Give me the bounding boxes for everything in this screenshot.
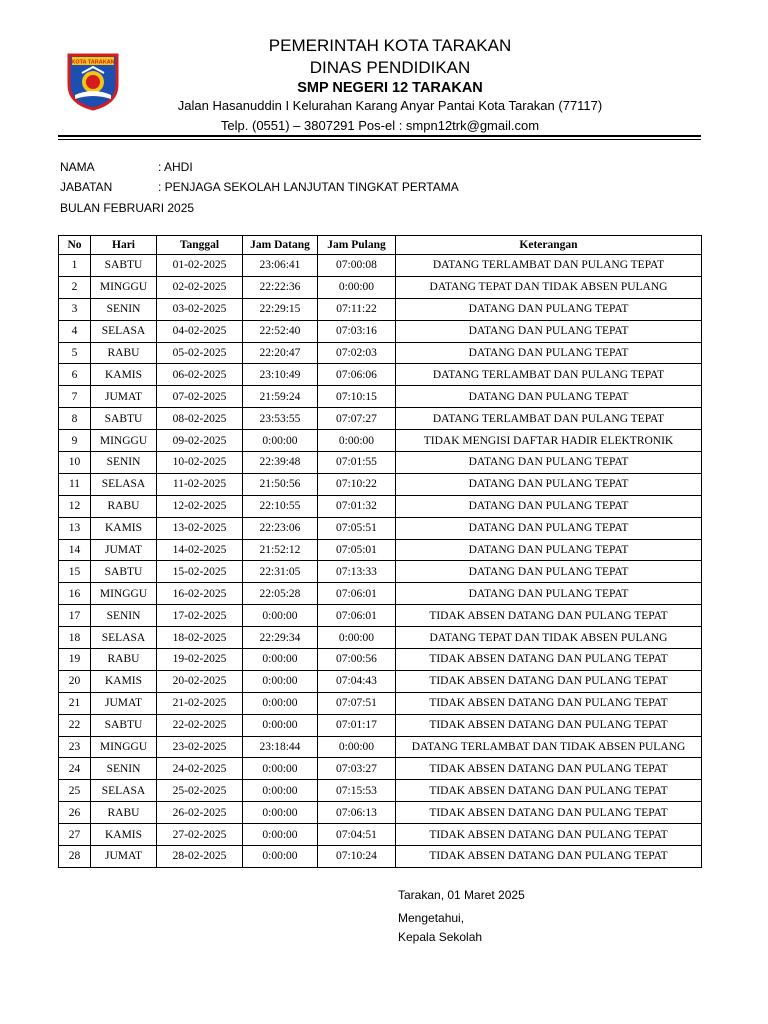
cell-no: 24 [59, 758, 91, 780]
cell-departure-time: 07:00:56 [318, 649, 396, 671]
cell-arrival-time: 22:52:40 [243, 320, 318, 342]
cell-no: 20 [59, 670, 91, 692]
column-header-arrival-time: Jam Datang [243, 236, 318, 255]
signature-role: Kepala Sekolah [398, 930, 483, 944]
table-row [59, 539, 702, 561]
cell-date: 03-02-2025 [157, 298, 243, 320]
cell-arrival-time: 23:18:44 [243, 736, 318, 758]
cell-departure-time: 0:00:00 [318, 736, 396, 758]
cell-arrival-time: 0:00:00 [243, 430, 318, 452]
cell-arrival-time: 23:06:41 [243, 255, 318, 277]
column-header-remarks: Keterangan [396, 236, 702, 255]
table-row [59, 342, 702, 364]
cell-no: 17 [59, 605, 91, 627]
cell-arrival-time: 23:10:49 [243, 364, 318, 386]
table-row [59, 802, 702, 824]
cell-no: 14 [59, 539, 91, 561]
cell-departure-time: 07:06:01 [318, 605, 396, 627]
cell-no: 16 [59, 583, 91, 605]
cell-day: MINGGU [91, 276, 157, 298]
cell-arrival-time: 0:00:00 [243, 780, 318, 802]
cell-remarks: DATANG DAN PULANG TEPAT [396, 473, 702, 495]
table-row [59, 736, 702, 758]
table-row [59, 408, 702, 430]
cell-day: SENIN [91, 298, 157, 320]
cell-arrival-time: 22:31:05 [243, 561, 318, 583]
cell-remarks: DATANG DAN PULANG TEPAT [396, 320, 702, 342]
cell-remarks: DATANG TERLAMBAT DAN TIDAK ABSEN PULANG [396, 736, 702, 758]
cell-day: MINGGU [91, 583, 157, 605]
cell-departure-time: 07:06:13 [318, 802, 396, 824]
table-row [59, 649, 702, 671]
cell-remarks: TIDAK MENGISI DAFTAR HADIR ELEKTRONIK [396, 430, 702, 452]
cell-date: 24-02-2025 [157, 758, 243, 780]
school-address: Jalan Hasanuddin I Kelurahan Karang Anyar Pantai Kota Tarakan (77117) [177, 98, 603, 113]
cell-remarks: DATANG TERLAMBAT DAN PULANG TEPAT [396, 408, 702, 430]
table-row [59, 714, 702, 736]
cell-arrival-time: 23:53:55 [243, 408, 318, 430]
column-header-departure-time: Jam Pulang [318, 236, 396, 255]
cell-no: 19 [59, 649, 91, 671]
cell-no: 12 [59, 495, 91, 517]
name-label: NAMA [60, 160, 95, 174]
cell-arrival-time: 0:00:00 [243, 824, 318, 846]
cell-no: 1 [59, 255, 91, 277]
cell-arrival-time: 0:00:00 [243, 846, 318, 868]
cell-departure-time: 07:05:01 [318, 539, 396, 561]
cell-remarks: DATANG DAN PULANG TEPAT [396, 539, 702, 561]
position-label: JABATAN [60, 180, 113, 194]
cell-day: RABU [91, 802, 157, 824]
cell-day: KAMIS [91, 364, 157, 386]
table-row [59, 495, 702, 517]
cell-arrival-time: 22:29:34 [243, 627, 318, 649]
cell-departure-time: 07:01:55 [318, 452, 396, 474]
cell-departure-time: 07:02:03 [318, 342, 396, 364]
cell-no: 26 [59, 802, 91, 824]
cell-remarks: DATANG DAN PULANG TEPAT [396, 452, 702, 474]
cell-remarks: TIDAK ABSEN DATANG DAN PULANG TEPAT [396, 714, 702, 736]
cell-departure-time: 07:07:51 [318, 692, 396, 714]
table-row [59, 430, 702, 452]
cell-remarks: TIDAK ABSEN DATANG DAN PULANG TEPAT [396, 846, 702, 868]
cell-date: 14-02-2025 [157, 539, 243, 561]
cell-remarks: DATANG DAN PULANG TEPAT [396, 298, 702, 320]
cell-arrival-time: 22:10:55 [243, 495, 318, 517]
cell-arrival-time: 21:52:12 [243, 539, 318, 561]
cell-date: 06-02-2025 [157, 364, 243, 386]
column-header-no: No [59, 236, 91, 255]
cell-date: 01-02-2025 [157, 255, 243, 277]
cell-departure-time: 07:07:27 [318, 408, 396, 430]
cell-date: 21-02-2025 [157, 692, 243, 714]
cell-departure-time: 07:15:53 [318, 780, 396, 802]
table-row [59, 255, 702, 277]
table-row [59, 320, 702, 342]
cell-day: SENIN [91, 605, 157, 627]
cell-no: 18 [59, 627, 91, 649]
cell-departure-time: 07:05:51 [318, 517, 396, 539]
letterhead-divider-thin [58, 139, 701, 140]
cell-departure-time: 07:01:17 [318, 714, 396, 736]
cell-day: SELASA [91, 627, 157, 649]
signature-acknowledged: Mengetahui, [398, 911, 465, 925]
cell-remarks: TIDAK ABSEN DATANG DAN PULANG TEPAT [396, 824, 702, 846]
table-row [59, 758, 702, 780]
cell-departure-time: 0:00:00 [318, 430, 396, 452]
cell-no: 28 [59, 846, 91, 868]
cell-day: KAMIS [91, 517, 157, 539]
cell-date: 02-02-2025 [157, 276, 243, 298]
cell-remarks: DATANG DAN PULANG TEPAT [396, 517, 702, 539]
cell-no: 8 [59, 408, 91, 430]
cell-departure-time: 07:10:15 [318, 386, 396, 408]
table-row [59, 364, 702, 386]
cell-remarks: DATANG DAN PULANG TEPAT [396, 583, 702, 605]
cell-date: 16-02-2025 [157, 583, 243, 605]
cell-day: MINGGU [91, 430, 157, 452]
cell-day: KAMIS [91, 824, 157, 846]
cell-departure-time: 07:10:24 [318, 846, 396, 868]
cell-departure-time: 07:03:16 [318, 320, 396, 342]
cell-day: SENIN [91, 452, 157, 474]
cell-date: 10-02-2025 [157, 452, 243, 474]
cell-remarks: DATANG DAN PULANG TEPAT [396, 342, 702, 364]
table-row [59, 517, 702, 539]
cell-no: 15 [59, 561, 91, 583]
cell-remarks: DATANG DAN PULANG TEPAT [396, 561, 702, 583]
table-row [59, 276, 702, 298]
cell-date: 28-02-2025 [157, 846, 243, 868]
cell-date: 15-02-2025 [157, 561, 243, 583]
cell-day: JUMAT [91, 539, 157, 561]
cell-departure-time: 0:00:00 [318, 627, 396, 649]
cell-arrival-time: 0:00:00 [243, 802, 318, 824]
cell-departure-time: 07:04:51 [318, 824, 396, 846]
cell-date: 27-02-2025 [157, 824, 243, 846]
table-header-row [59, 236, 702, 255]
cell-no: 27 [59, 824, 91, 846]
attendance-table-body [59, 255, 702, 868]
cell-day: SELASA [91, 473, 157, 495]
table-row [59, 824, 702, 846]
cell-arrival-time: 22:29:15 [243, 298, 318, 320]
cell-no: 21 [59, 692, 91, 714]
cell-day: SABTU [91, 714, 157, 736]
cell-remarks: TIDAK ABSEN DATANG DAN PULANG TEPAT [396, 605, 702, 627]
cell-date: 17-02-2025 [157, 605, 243, 627]
cell-date: 20-02-2025 [157, 670, 243, 692]
cell-remarks: DATANG TEPAT DAN TIDAK ABSEN PULANG [396, 276, 702, 298]
cell-day: SABTU [91, 561, 157, 583]
table-row [59, 605, 702, 627]
cell-arrival-time: 0:00:00 [243, 692, 318, 714]
cell-date: 26-02-2025 [157, 802, 243, 824]
cell-no: 9 [59, 430, 91, 452]
cell-day: RABU [91, 342, 157, 364]
cell-no: 22 [59, 714, 91, 736]
position-value: : PENJAGA SEKOLAH LANJUTAN TINGKAT PERTAMA [158, 180, 459, 194]
column-header-date: Tanggal [157, 236, 243, 255]
letterhead-divider-thick [58, 135, 701, 137]
cell-remarks: TIDAK ABSEN DATANG DAN PULANG TEPAT [396, 670, 702, 692]
cell-arrival-time: 22:05:28 [243, 583, 318, 605]
cell-remarks: DATANG TERLAMBAT DAN PULANG TEPAT [396, 255, 702, 277]
cell-day: SABTU [91, 408, 157, 430]
cell-remarks: DATANG TERLAMBAT DAN PULANG TEPAT [396, 364, 702, 386]
cell-date: 05-02-2025 [157, 342, 243, 364]
table-row [59, 386, 702, 408]
cell-date: 12-02-2025 [157, 495, 243, 517]
table-row [59, 561, 702, 583]
cell-arrival-time: 0:00:00 [243, 605, 318, 627]
cell-date: 09-02-2025 [157, 430, 243, 452]
cell-arrival-time: 22:39:48 [243, 452, 318, 474]
cell-departure-time: 07:03:27 [318, 758, 396, 780]
cell-arrival-time: 0:00:00 [243, 649, 318, 671]
column-header-day: Hari [91, 236, 157, 255]
table-row [59, 452, 702, 474]
cell-remarks: TIDAK ABSEN DATANG DAN PULANG TEPAT [396, 780, 702, 802]
table-row [59, 627, 702, 649]
cell-day: SELASA [91, 320, 157, 342]
cell-day: MINGGU [91, 736, 157, 758]
cell-day: JUMAT [91, 692, 157, 714]
cell-departure-time: 07:11:22 [318, 298, 396, 320]
cell-remarks: TIDAK ABSEN DATANG DAN PULANG TEPAT [396, 802, 702, 824]
cell-date: 19-02-2025 [157, 649, 243, 671]
cell-no: 6 [59, 364, 91, 386]
cell-day: KAMIS [91, 670, 157, 692]
cell-departure-time: 07:13:33 [318, 561, 396, 583]
cell-no: 11 [59, 473, 91, 495]
cell-departure-time: 07:00:08 [318, 255, 396, 277]
department-title: DINAS PENDIDIKAN [309, 58, 471, 77]
cell-day: JUMAT [91, 846, 157, 868]
cell-arrival-time: 21:59:24 [243, 386, 318, 408]
table-row [59, 780, 702, 802]
cell-day: RABU [91, 649, 157, 671]
cell-remarks: DATANG TEPAT DAN TIDAK ABSEN PULANG [396, 627, 702, 649]
government-title: PEMERINTAH KOTA TARAKAN [268, 36, 512, 55]
cell-date: 08-02-2025 [157, 408, 243, 430]
cell-arrival-time: 22:23:06 [243, 517, 318, 539]
school-name: SMP NEGERI 12 TARAKAN [297, 80, 483, 96]
cell-remarks: TIDAK ABSEN DATANG DAN PULANG TEPAT [396, 692, 702, 714]
cell-departure-time: 07:10:22 [318, 473, 396, 495]
table-row [59, 846, 702, 868]
cell-arrival-time: 22:20:47 [243, 342, 318, 364]
cell-no: 7 [59, 386, 91, 408]
table-row [59, 298, 702, 320]
attendance-table [58, 235, 702, 868]
table-row [59, 583, 702, 605]
cell-date: 25-02-2025 [157, 780, 243, 802]
cell-no: 3 [59, 298, 91, 320]
logo-text: KOTA TARAKAN [71, 59, 115, 66]
cell-departure-time: 07:01:32 [318, 495, 396, 517]
table-row [59, 473, 702, 495]
cell-day: JUMAT [91, 386, 157, 408]
cell-no: 13 [59, 517, 91, 539]
cell-remarks: DATANG DAN PULANG TEPAT [396, 495, 702, 517]
cell-date: 23-02-2025 [157, 736, 243, 758]
cell-arrival-time: 21:50:56 [243, 473, 318, 495]
cell-no: 23 [59, 736, 91, 758]
cell-day: SENIN [91, 758, 157, 780]
cell-arrival-time: 0:00:00 [243, 758, 318, 780]
cell-arrival-time: 0:00:00 [243, 714, 318, 736]
cell-arrival-time: 22:22:36 [243, 276, 318, 298]
cell-no: 25 [59, 780, 91, 802]
signature-place-date: Tarakan, 01 Maret 2025 [398, 888, 525, 902]
cell-date: 18-02-2025 [157, 627, 243, 649]
cell-date: 04-02-2025 [157, 320, 243, 342]
cell-departure-time: 07:06:01 [318, 583, 396, 605]
cell-no: 10 [59, 452, 91, 474]
cell-departure-time: 07:06:06 [318, 364, 396, 386]
cell-remarks: TIDAK ABSEN DATANG DAN PULANG TEPAT [396, 649, 702, 671]
table-row [59, 692, 702, 714]
cell-no: 2 [59, 276, 91, 298]
period-label: BULAN FEBRUARI 2025 [60, 201, 195, 215]
cell-arrival-time: 0:00:00 [243, 670, 318, 692]
cell-day: SELASA [91, 780, 157, 802]
cell-date: 22-02-2025 [157, 714, 243, 736]
cell-no: 4 [59, 320, 91, 342]
cell-remarks: TIDAK ABSEN DATANG DAN PULANG TEPAT [396, 758, 702, 780]
school-contact: Telp. (0551) – 3807291 Pos-el : smpn12trk@gmail.com [220, 118, 540, 133]
cell-remarks: DATANG DAN PULANG TEPAT [396, 386, 702, 408]
cell-departure-time: 07:04:43 [318, 670, 396, 692]
cell-day: SABTU [91, 255, 157, 277]
cell-departure-time: 0:00:00 [318, 276, 396, 298]
table-row [59, 670, 702, 692]
cell-no: 5 [59, 342, 91, 364]
cell-day: RABU [91, 495, 157, 517]
cell-date: 07-02-2025 [157, 386, 243, 408]
name-value: : AHDI [158, 160, 193, 174]
cell-date: 11-02-2025 [157, 473, 243, 495]
cell-date: 13-02-2025 [157, 517, 243, 539]
